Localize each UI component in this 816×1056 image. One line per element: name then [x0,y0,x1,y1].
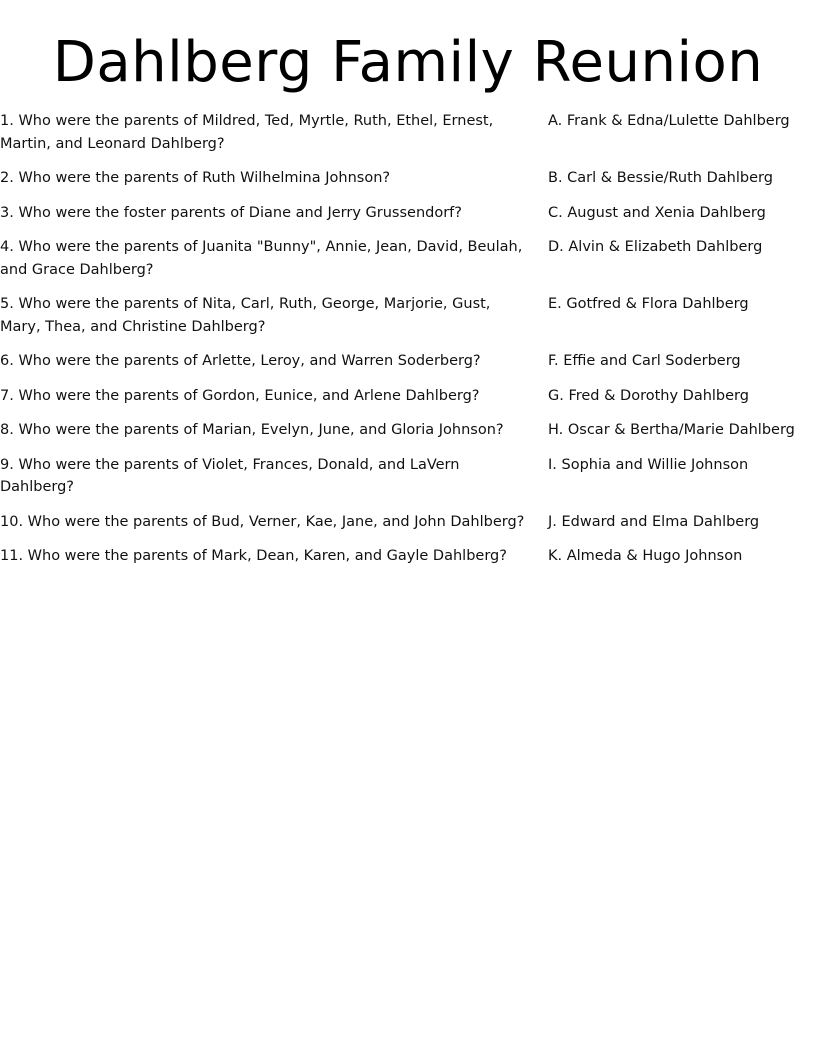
answer-choice: C. August and Xenia Dahlberg [548,204,766,221]
matching-row [0,385,816,408]
matching-row [0,202,816,225]
answer-choice: A. Frank & Edna/Lulette Dahlberg [548,113,790,129]
matching-row [0,454,816,499]
matching-row [0,545,816,568]
answer-choice: G. Fred & Dorothy Dahlberg [548,387,749,404]
matching-row [0,350,816,373]
question-text: 10. Who were the parents of Bud, Verner, Kae, Jane, and John Dahlberg? [0,513,525,530]
answer-choice: K. Almeda & Hugo Johnson [548,548,743,564]
question-text: 7. Who were the parents of Gordon, Eunice, and Arlene Dahlberg? [0,387,480,404]
matching-row [0,236,816,281]
answer-choice: F. Effie and Carl Soderberg [548,353,741,369]
question-text: 4. Who were the parents of Juanita "Bunny", Annie, Jean, David, Beulah, and Grace Dahlberg? [0,239,523,278]
matching-list [0,110,816,580]
question-text: 5. Who were the parents of Nita, Carl, Ruth, George, Marjorie, Gust, Mary, Thea, and Christine Dahlberg? [0,296,491,335]
page-title: Dahlberg Family Reunion [52,30,764,95]
matching-row [0,511,816,534]
question-text: 11. Who were the parents of Mark, Dean, Karen, and Gayle Dahlberg? [0,548,507,564]
question-text: 9. Who were the parents of Violet, Frances, Donald, and LaVern Dahlberg? [0,456,460,495]
matching-row [0,167,816,190]
answer-choice: H. Oscar & Bertha/Marie Dahlberg [548,422,795,438]
matching-row [0,419,816,442]
answer-choice: D. Alvin & Elizabeth Dahlberg [548,239,763,255]
question-text: 1. Who were the parents of Mildred, Ted, Myrtle, Ruth, Ethel, Ernest, Martin, and Leonard Dahlberg? [0,113,494,152]
matching-row [0,293,816,338]
question-text: 3. Who were the foster parents of Diane and Jerry Grussendorf? [0,204,462,221]
question-text: 2. Who were the parents of Ruth Wilhelmina Johnson? [0,170,391,186]
answer-choice: B. Carl & Bessie/Ruth Dahlberg [548,170,773,186]
question-text: 6. Who were the parents of Arlette, Leroy, and Warren Soderberg? [0,353,481,369]
answer-choice: E. Gotfred & Flora Dahlberg [548,296,749,312]
matching-row [0,110,816,155]
question-text: 8. Who were the parents of Marian, Evelyn, June, and Gloria Johnson? [0,422,504,438]
answer-choice: I. Sophia and Willie Johnson [548,456,749,473]
answer-choice: J. Edward and Elma Dahlberg [548,513,760,530]
